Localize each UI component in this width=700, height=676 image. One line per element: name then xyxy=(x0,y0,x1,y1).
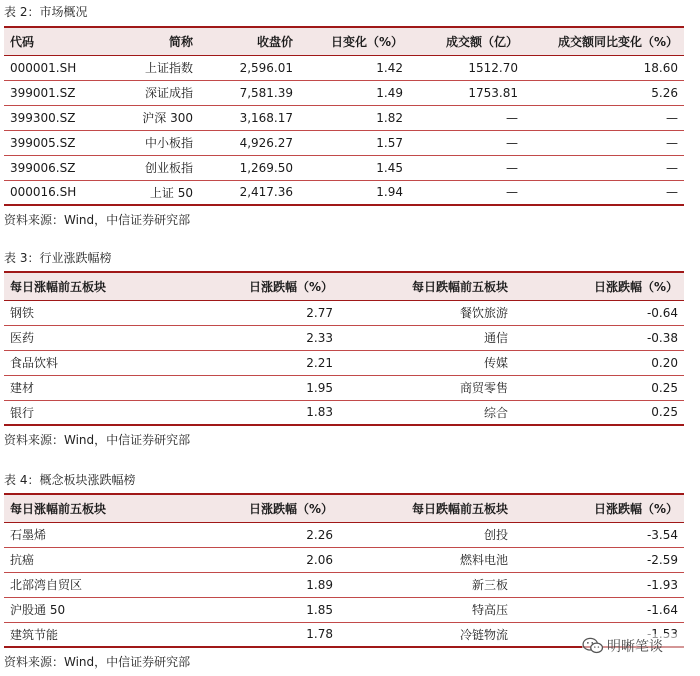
cell-turnover-yoy: — xyxy=(524,180,684,205)
header-loss-pct: 日涨跌幅（%） xyxy=(514,494,684,522)
cell-gainer-pct: 1.78 xyxy=(204,622,339,647)
cell-gainer-name: 抗癌 xyxy=(4,547,204,572)
cell-loser-pct: 0.20 xyxy=(514,350,684,375)
cell-gainer-name: 医药 xyxy=(4,325,204,350)
header-top-losers: 每日跌幅前五板块 xyxy=(339,272,514,300)
cell-gainer-pct: 1.89 xyxy=(204,572,339,597)
table2-caption: 表 2：市场概况 xyxy=(4,5,88,19)
cell-name: 上证 50 xyxy=(114,180,199,205)
header-short-name: 简称 xyxy=(114,27,199,55)
cell-gainer-name: 银行 xyxy=(4,400,204,425)
cell-gainer-pct: 1.83 xyxy=(204,400,339,425)
cell-loser-name: 冷链物流 xyxy=(339,622,514,647)
cell-close: 2,596.01 xyxy=(199,55,299,80)
cell-change: 1.82 xyxy=(299,105,409,130)
table4-source: 资料来源：Wind，中信证券研究部 xyxy=(4,655,191,669)
watermark-text: 明晰笔谈 xyxy=(607,639,663,655)
header-loss-pct: 日涨跌幅（%） xyxy=(514,272,684,300)
industry-movers-table xyxy=(4,271,684,426)
cell-gainer-pct: 2.06 xyxy=(204,547,339,572)
cell-change: 1.49 xyxy=(299,80,409,105)
cell-loser-name: 通信 xyxy=(339,325,514,350)
cell-turnover: — xyxy=(409,105,524,130)
header-top-gainers: 每日涨幅前五板块 xyxy=(4,494,204,522)
cell-loser-name: 创投 xyxy=(339,522,514,547)
cell-turnover-yoy: 18.60 xyxy=(524,55,684,80)
table-row xyxy=(4,130,684,155)
market-overview-table xyxy=(4,26,684,206)
cell-close: 1,269.50 xyxy=(199,155,299,180)
table-row xyxy=(4,180,684,205)
cell-loser-pct: -2.59 xyxy=(514,547,684,572)
table-row xyxy=(4,105,684,130)
cell-close: 7,581.39 xyxy=(199,80,299,105)
wechat-icon xyxy=(582,637,604,655)
cell-name: 创业板指 xyxy=(114,155,199,180)
table-row xyxy=(4,375,684,400)
cell-loser-pct: 0.25 xyxy=(514,400,684,425)
cell-code: 399001.SZ xyxy=(4,80,114,105)
cell-turnover: — xyxy=(409,180,524,205)
cell-gainer-name: 建筑节能 xyxy=(4,622,204,647)
cell-code: 399300.SZ xyxy=(4,105,114,130)
table-row xyxy=(4,300,684,325)
header-daily-change: 日变化（%） xyxy=(299,27,409,55)
cell-loser-pct: -1.93 xyxy=(514,572,684,597)
cell-gainer-pct: 2.33 xyxy=(204,325,339,350)
cell-code: 399005.SZ xyxy=(4,130,114,155)
cell-loser-name: 特高压 xyxy=(339,597,514,622)
cell-gainer-name: 北部湾自贸区 xyxy=(4,572,204,597)
cell-turnover: — xyxy=(409,155,524,180)
cell-gainer-pct: 2.26 xyxy=(204,522,339,547)
cell-loser-pct: -1.64 xyxy=(514,597,684,622)
cell-turnover-yoy: — xyxy=(524,130,684,155)
cell-gainer-name: 沪股通 50 xyxy=(4,597,204,622)
header-code: 代码 xyxy=(4,27,114,55)
cell-turnover: 1512.70 xyxy=(409,55,524,80)
table3-caption: 表 3：行业涨跌幅榜 xyxy=(4,251,112,265)
cell-change: 1.45 xyxy=(299,155,409,180)
cell-gainer-name: 钢铁 xyxy=(4,300,204,325)
table-row xyxy=(4,597,684,622)
table-row xyxy=(4,55,684,80)
cell-turnover-yoy: — xyxy=(524,155,684,180)
cell-loser-name: 新三板 xyxy=(339,572,514,597)
cell-loser-name: 餐饮旅游 xyxy=(339,300,514,325)
table-header-row xyxy=(4,272,684,300)
header-top-gainers: 每日涨幅前五板块 xyxy=(4,272,204,300)
cell-loser-pct: 0.25 xyxy=(514,375,684,400)
table-row xyxy=(4,400,684,425)
header-close-price: 收盘价 xyxy=(199,27,299,55)
cell-loser-pct: -3.54 xyxy=(514,522,684,547)
cell-code: 000001.SH xyxy=(4,55,114,80)
cell-loser-name: 燃料电池 xyxy=(339,547,514,572)
cell-code: 399006.SZ xyxy=(4,155,114,180)
table-row xyxy=(4,572,684,597)
cell-turnover-yoy: 5.26 xyxy=(524,80,684,105)
concept-movers-table xyxy=(4,493,684,648)
cell-loser-pct: -0.38 xyxy=(514,325,684,350)
cell-close: 4,926.27 xyxy=(199,130,299,155)
cell-gainer-name: 食品饮料 xyxy=(4,350,204,375)
cell-gainer-name: 石墨烯 xyxy=(4,522,204,547)
cell-close: 2,417.36 xyxy=(199,180,299,205)
watermark xyxy=(582,634,692,658)
cell-change: 1.57 xyxy=(299,130,409,155)
cell-turnover: — xyxy=(409,130,524,155)
cell-name: 中小板指 xyxy=(114,130,199,155)
table-row xyxy=(4,325,684,350)
table-header-row xyxy=(4,27,684,55)
table-row xyxy=(4,547,684,572)
cell-turnover: 1753.81 xyxy=(409,80,524,105)
cell-loser-name: 综合 xyxy=(339,400,514,425)
cell-code: 000016.SH xyxy=(4,180,114,205)
cell-gainer-name: 建材 xyxy=(4,375,204,400)
table2-source: 资料来源：Wind，中信证券研究部 xyxy=(4,213,191,227)
cell-gainer-pct: 1.95 xyxy=(204,375,339,400)
cell-turnover-yoy: — xyxy=(524,105,684,130)
cell-gainer-pct: 2.21 xyxy=(204,350,339,375)
header-gain-pct: 日涨跌幅（%） xyxy=(204,272,339,300)
table-header-row xyxy=(4,494,684,522)
cell-change: 1.94 xyxy=(299,180,409,205)
table-row xyxy=(4,80,684,105)
table-row xyxy=(4,522,684,547)
header-top-losers: 每日跌幅前五板块 xyxy=(339,494,514,522)
cell-gainer-pct: 2.77 xyxy=(204,300,339,325)
cell-loser-pct: -0.64 xyxy=(514,300,684,325)
table-row xyxy=(4,155,684,180)
header-gain-pct: 日涨跌幅（%） xyxy=(204,494,339,522)
cell-change: 1.42 xyxy=(299,55,409,80)
cell-name: 深证成指 xyxy=(114,80,199,105)
table3-source: 资料来源：Wind，中信证券研究部 xyxy=(4,433,191,447)
cell-gainer-pct: 1.85 xyxy=(204,597,339,622)
cell-close: 3,168.17 xyxy=(199,105,299,130)
table-row xyxy=(4,350,684,375)
cell-loser-name: 传媒 xyxy=(339,350,514,375)
header-turnover-yoy: 成交额同比变化（%） xyxy=(524,27,684,55)
cell-name: 沪深 300 xyxy=(114,105,199,130)
table4-caption: 表 4：概念板块涨跌幅榜 xyxy=(4,473,136,487)
cell-name: 上证指数 xyxy=(114,55,199,80)
cell-loser-name: 商贸零售 xyxy=(339,375,514,400)
header-turnover: 成交额（亿） xyxy=(409,27,524,55)
